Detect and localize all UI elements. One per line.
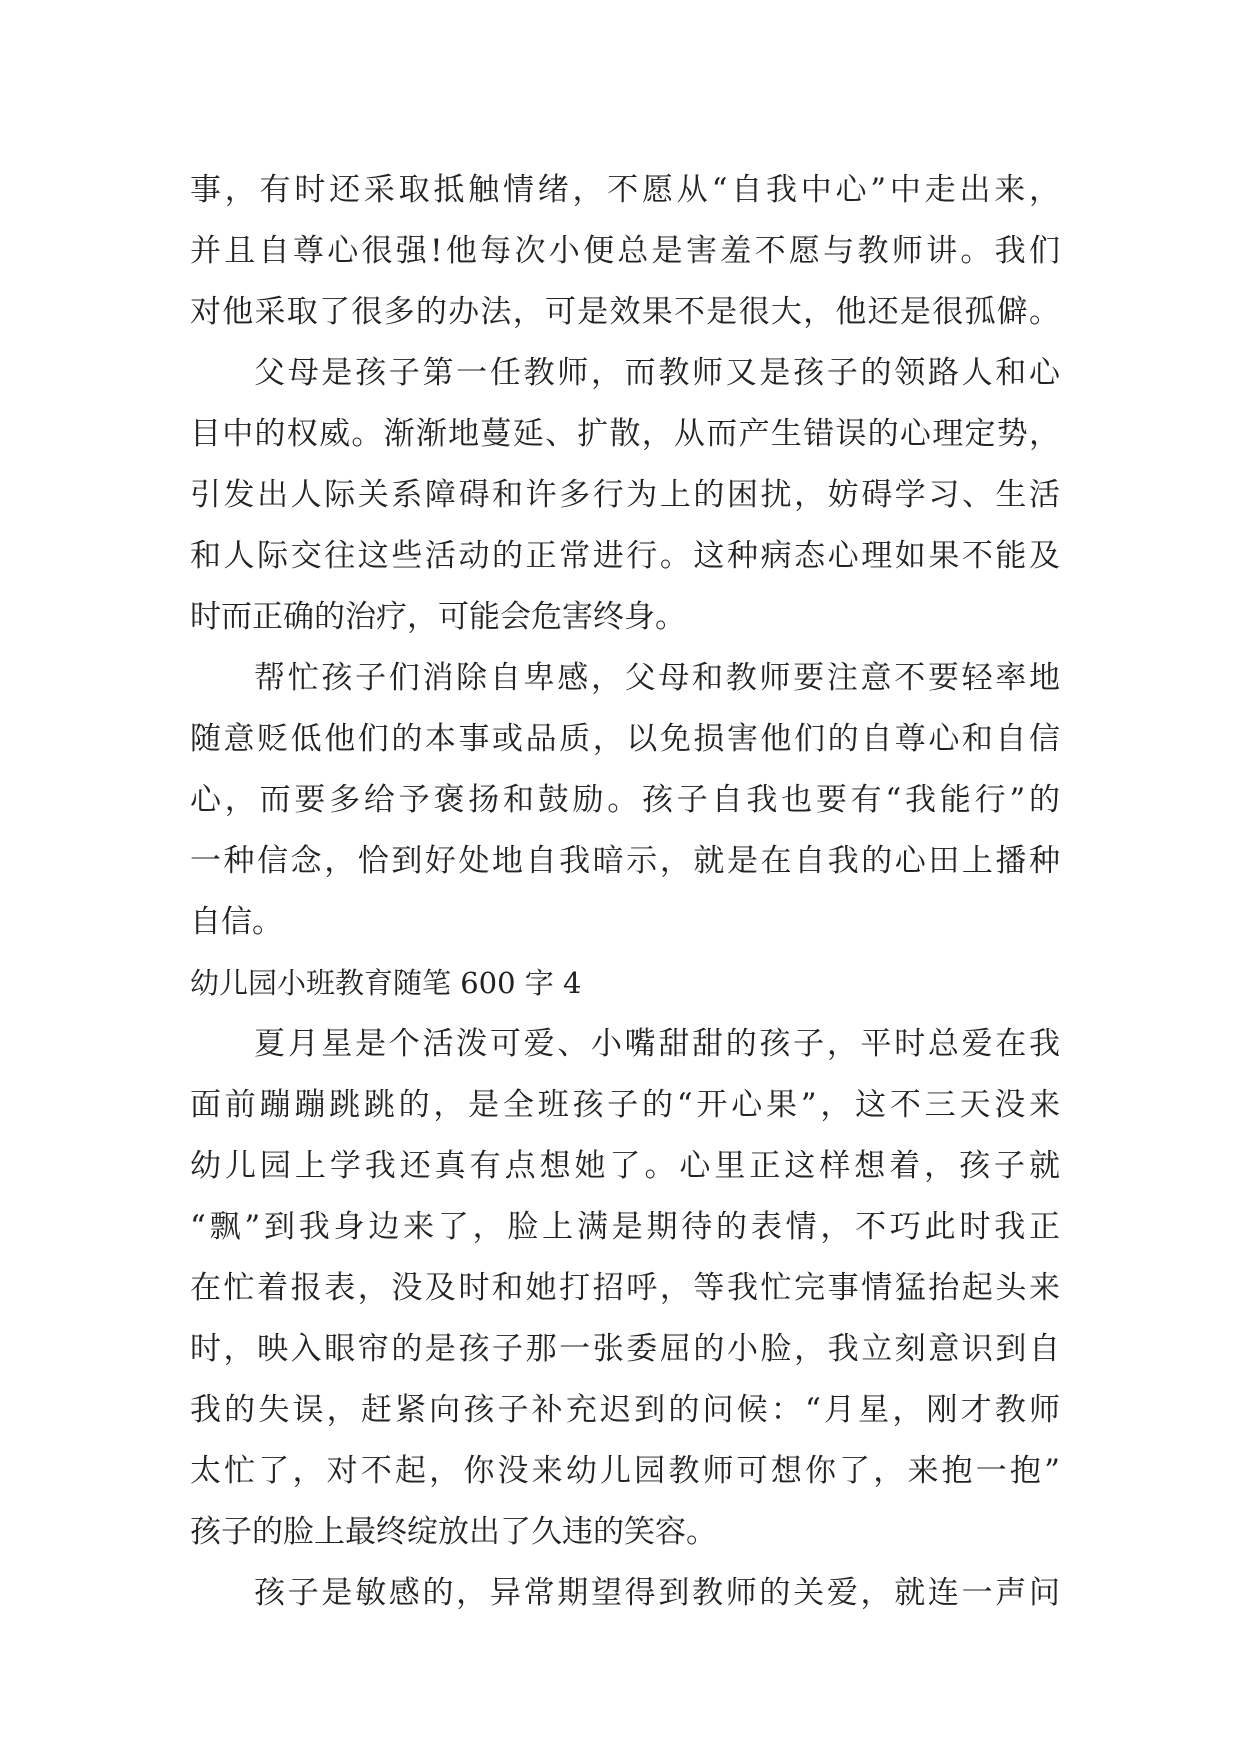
text-line: 和人际交往这些活动的正常进行。这种病态心理如果不能及	[190, 538, 1060, 574]
section-heading: 幼儿园小班教育随笔 600 字 4	[190, 966, 582, 1000]
text-line: 面前蹦蹦跳跳的，是全班孩子的“开心果”，这不三天没来	[190, 1087, 1060, 1123]
text-line: 心，而要多给予褒扬和鼓励。孩子自我也要有“我能行”的	[190, 782, 1060, 818]
text-line: 随意贬低他们的本事或品质，以免损害他们的自尊心和自信	[190, 721, 1060, 757]
text-line: 时而正确的治疗，可能会危害终身。	[190, 599, 686, 635]
document-body	[190, 160, 1060, 1624]
text-line: “飘”到我身边来了，脸上满是期待的表情，不巧此时我正	[190, 1209, 1060, 1245]
text-line: 太忙了，对不起，你没来幼儿园教师可想你了，来抱一抱”	[190, 1453, 1060, 1489]
text-line: 目中的权威。渐渐地蔓延、扩散，从而产生错误的心理定势，	[190, 416, 1060, 452]
text-line: 一种信念，恰到好处地自我暗示，就是在自我的心田上播种	[190, 843, 1060, 879]
text-line: 父母是孩子第一任教师，而教师又是孩子的领路人和心	[254, 355, 1060, 391]
text-line: 自信。	[190, 904, 283, 940]
text-line: 在忙着报表，没及时和她打招呼，等我忙完事情猛抬起头来	[190, 1270, 1060, 1306]
text-line: 对他采取了很多的办法，可是效果不是很大，他还是很孤僻。	[190, 294, 1060, 330]
text-line: 并且自尊心很强!他每次小便总是害羞不愿与教师讲。我们	[190, 233, 1060, 269]
text-line: 时，映入眼帘的是孩子那一张委屈的小脸，我立刻意识到自	[190, 1331, 1060, 1367]
text-line: 引发出人际关系障碍和许多行为上的困扰，妨碍学习、生活	[190, 477, 1060, 513]
text-line: 帮忙孩子们消除自卑感，父母和教师要注意不要轻率地	[254, 660, 1060, 696]
text-line: 孩子的脸上最终绽放出了久违的笑容。	[190, 1514, 717, 1550]
text-line: 夏月星是个活泼可爱、小嘴甜甜的孩子，平时总爱在我	[254, 1026, 1060, 1062]
text-line: 幼儿园上学我还真有点想她了。心里正这样想着，孩子就	[190, 1148, 1060, 1184]
text-line: 孩子是敏感的，异常期望得到教师的关爱，就连一声问	[254, 1575, 1060, 1611]
text-line: 我的失误，赶紧向孩子补充迟到的问候：“月星，刚才教师	[190, 1392, 1060, 1428]
text-line: 事，有时还采取抵触情绪，不愿从“自我中心”中走出来，	[190, 172, 1060, 208]
